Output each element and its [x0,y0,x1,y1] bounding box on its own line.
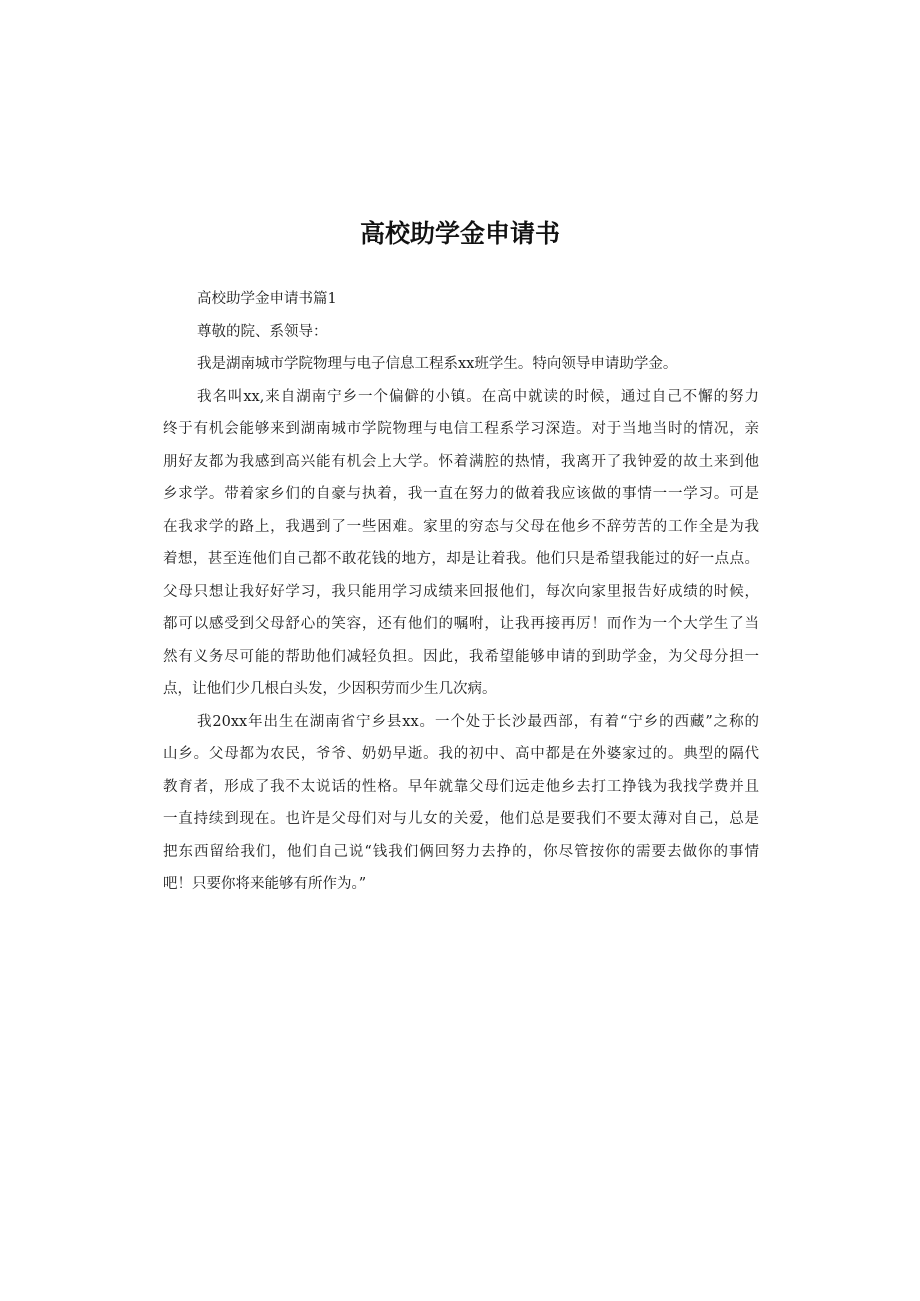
document-body [163,283,759,901]
body-line: 吧！只要你将来能够有所作为。” [163,876,367,892]
body-line: 父母只想让我好好学习，我只能用学习成绩来回报他们，每次向家里报告好成绩的时候， [163,583,759,600]
body-line: 着想，甚至连他们自己都不敢花钱的地方，却是让着我。他们只是希望我能过的好一点点。 [163,551,759,567]
body-line: 山乡。父母都为农民，爷爷、奶奶早逝。我的初中、高中都是在外婆家过的。典型的隔代 [163,746,759,762]
body-line: 把东西留给我们，他们自己说“钱我们俩回努力去挣的，你尽管按你的需要去做你的事情 [163,843,759,860]
body-line: 终于有机会能够来到湖南城市学院物理与电信工程系学习深造。对于当地当时的情况，亲 [163,421,759,437]
body-line: 朋好友都为我感到高兴能有机会上大学。怀着满腔的热情，我离开了我钟爱的故土来到他 [163,453,759,470]
body-line: 我20xx年出生在湖南省宁乡县xx。一个处于长沙最西部，有着“宁乡的西藏”之称的 [197,713,759,730]
body-line: 一直持续到现在。也许是父母们对与儿女的关爱，他们总是要我们不要太薄对自己，总是 [163,811,759,827]
body-line: 我名叫xx,来自湖南宁乡一个偏僻的小镇。在高中就读的时候，通过自己不懈的努力 [197,388,759,405]
body-line: 点，让他们少几根白头发，少因积劳而少生几次病。 [163,681,497,697]
body-line: 乡求学。带着家乡们的自豪与执着，我一直在努力的做着我应该做的事情一一学习。可是 [163,486,759,502]
body-line: 在我求学的路上，我遇到了一些困难。家里的穷态与父母在他乡不辞劳苦的工作全是为我 [163,518,759,535]
body-line: 都可以感受到父母舒心的笑容，还有他们的嘱咐，让我再接再厉！而作为一个大学生了当 [163,616,759,632]
body-line: 教育者，形成了我不太说话的性格。早年就靠父母们远走他乡去打工挣钱为我找学费并且 [163,778,759,795]
intro-line: 我是湖南城市学院物理与电子信息工程系xx班学生。特向领导申请助学金。 [197,356,678,372]
body-line: 然有义务尽可能的帮助他们减轻负担。因此，我希望能够申请的到助学金，为父母分担一 [163,648,759,665]
salutation-line: 尊敬的院、系领导： [197,323,328,340]
document-title: 高校助学金申请书 [359,219,560,248]
subtitle-line: 高校助学金申请书篇1 [197,291,337,307]
